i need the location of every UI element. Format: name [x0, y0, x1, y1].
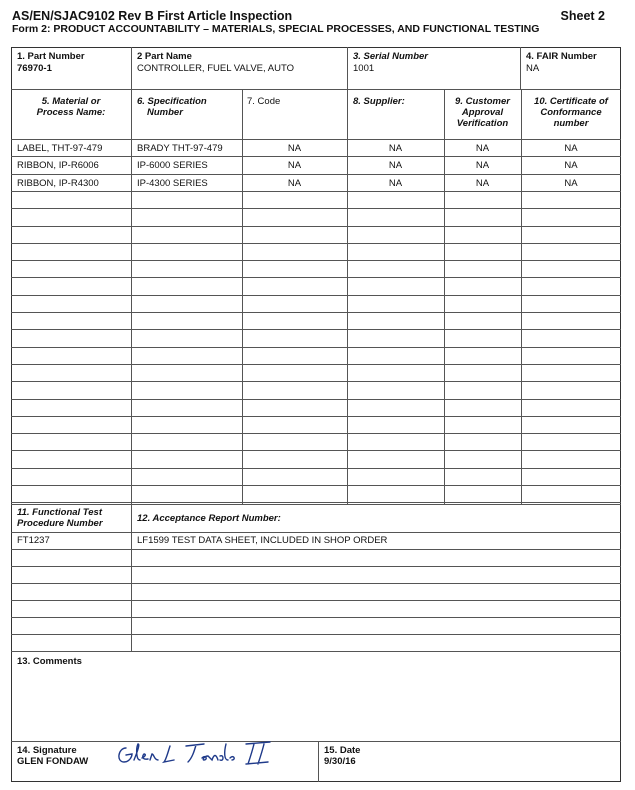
functional-test-header-line: Procedure Number	[17, 518, 103, 529]
table-cell-supplier: NA	[388, 177, 403, 189]
date-label: 15. Date	[324, 745, 361, 756]
spec-header-line: 6. Specification	[137, 96, 207, 107]
divider	[11, 312, 621, 313]
divider	[11, 89, 621, 90]
table-cell-name: RIBBON, IP-R6006	[17, 160, 99, 172]
divider	[131, 89, 132, 504]
divider	[11, 399, 621, 400]
divider	[11, 634, 621, 635]
divider	[11, 549, 621, 550]
form-title: AS/EN/SJAC9102 Rev B First Article Inspection	[12, 9, 293, 23]
table-cell-supplier: NA	[388, 143, 403, 154]
serial-number-value: 1001	[353, 63, 375, 74]
customer-approval-header-line: 9. Customer	[455, 96, 510, 107]
material-header-line: Process Name:	[36, 107, 106, 118]
divider	[11, 741, 621, 742]
table-cell-approval: NA	[475, 160, 490, 172]
divider	[11, 139, 621, 140]
acceptance-report-label: 12. Acceptance Report Number:	[137, 513, 281, 524]
sheet-number: Sheet 2	[560, 9, 605, 23]
certificate-header-line: Conformance	[540, 107, 602, 118]
handwritten-signature	[112, 738, 282, 770]
serial-number-label: 3. Serial Number	[353, 51, 428, 62]
spec-header	[137, 96, 207, 118]
table-cell-code: NA	[287, 160, 302, 172]
divider	[11, 617, 621, 618]
divider	[347, 47, 348, 89]
material-header	[11, 96, 131, 118]
divider	[11, 329, 621, 330]
customer-approval-header	[444, 96, 521, 129]
divider	[11, 381, 621, 382]
certificate-header-line: number	[553, 118, 589, 129]
divider	[11, 295, 621, 296]
divider	[11, 243, 621, 244]
part-number-label: 1. Part Number	[17, 51, 85, 62]
divider	[11, 433, 621, 434]
divider	[11, 156, 621, 157]
table-cell-cert: NA	[564, 160, 578, 172]
customer-approval-header-line: Verification	[456, 118, 509, 129]
code-header: 7. Code	[247, 96, 281, 107]
table-cell-spec: BRADY THT-97-479	[137, 143, 223, 154]
table-cell-code: NA	[287, 143, 302, 154]
divider	[11, 208, 621, 209]
table-cell-spec: IP-6000 SERIES	[137, 160, 208, 172]
table-cell-approval: NA	[475, 143, 490, 154]
table-cell-name: RIBBON, IP-R4300	[17, 177, 99, 189]
divider	[11, 600, 621, 601]
divider	[11, 583, 621, 584]
certificate-header	[521, 96, 621, 129]
divider	[11, 566, 621, 567]
functional-test-header	[17, 507, 103, 529]
divider	[11, 191, 621, 192]
divider	[11, 260, 621, 261]
fair-number-label: 4. FAIR Number	[526, 51, 597, 62]
signature-name: GLEN FONDAW	[17, 756, 89, 767]
table-cell-supplier: NA	[388, 160, 403, 172]
divider	[11, 416, 621, 417]
divider	[11, 532, 621, 533]
divider	[11, 364, 621, 365]
comments-label: 13. Comments	[17, 656, 82, 667]
functional-test-header-line: 11. Functional Test	[17, 507, 102, 518]
signature-label: 14. Signature	[17, 745, 77, 756]
divider	[11, 504, 621, 505]
divider	[11, 651, 621, 652]
divider	[318, 741, 319, 782]
fair-number-value: NA	[526, 63, 540, 74]
divider	[11, 277, 621, 278]
procedure-number: FT1237	[17, 535, 50, 546]
table-cell-approval: NA	[475, 177, 490, 189]
divider	[11, 485, 621, 486]
certificate-header-line: 10. Certificate of	[534, 96, 608, 107]
table-cell-cert: NA	[564, 143, 578, 154]
table-cell-code: NA	[287, 177, 302, 189]
divider	[131, 504, 132, 651]
divider	[11, 174, 621, 175]
divider	[11, 468, 621, 469]
table-cell-cert: NA	[564, 177, 578, 189]
part-name-value: CONTROLLER, FUEL VALVE, AUTO	[137, 63, 294, 74]
spec-header-line: Number	[147, 107, 183, 118]
acceptance-report: LF1599 TEST DATA SHEET, INCLUDED IN SHOP ORDER	[137, 535, 388, 546]
part-name-label: 2 Part Name	[137, 51, 192, 62]
divider	[131, 47, 132, 89]
material-header-line: 5. Material or	[41, 96, 101, 107]
divider	[520, 47, 521, 89]
customer-approval-header-line: Approval	[461, 107, 504, 118]
part-number-value: 76970-1	[17, 63, 52, 74]
divider	[11, 347, 621, 348]
form-subtitle: Form 2: PRODUCT ACCOUNTABILITY – MATERIALS, SPECIAL PROCESSES, AND FUNCTIONAL TESTING	[12, 23, 540, 35]
table-cell-spec: IP-4300 SERIES	[137, 177, 208, 189]
date-value: 9/30/16	[324, 756, 356, 767]
divider	[11, 226, 621, 227]
supplier-header: 8. Supplier:	[353, 96, 405, 107]
divider	[11, 450, 621, 451]
table-cell-name: LABEL, THT-97-479	[17, 143, 103, 154]
